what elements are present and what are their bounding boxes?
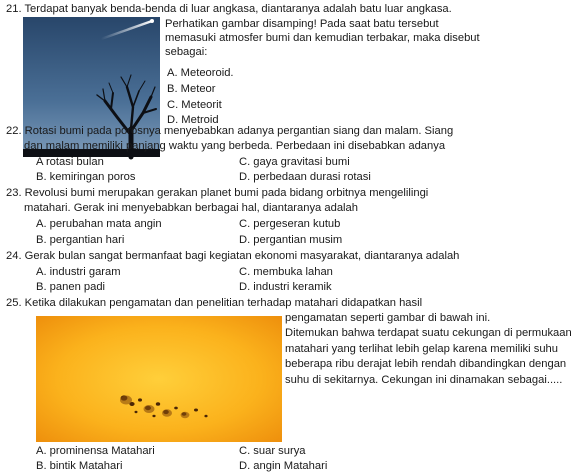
q23-option-d[interactable]: D. pergantian musim bbox=[239, 234, 343, 246]
q22-option-d[interactable]: D. perbedaan durasi rotasi bbox=[239, 171, 371, 183]
q25-para-line-2: Ditemukan bahwa terdapat suatu cekungan di permukaan bbox=[285, 327, 572, 339]
q25-para-line-1: pengamatan seperti gambar di bawah ini. bbox=[285, 312, 491, 324]
q23-option-a[interactable]: A. perubahan mata angin bbox=[36, 218, 162, 230]
q21-stem: 21. Terdapat banyak benda-benda di luar angkasa, diantaranya adalah batu luar angkasa. bbox=[6, 3, 452, 15]
q24-option-d[interactable]: D. industri keramik bbox=[239, 281, 332, 293]
q24-stem-line-1: 24. Gerak bulan sangat bermanfaat bagi kegiatan ekonomi masyarakat, diantaranya adalah bbox=[6, 250, 460, 262]
q24-option-b[interactable]: B. panen padi bbox=[36, 281, 106, 293]
q22-option-b[interactable]: B. kemiringan poros bbox=[36, 171, 136, 183]
q25-para-line-5: suhu di sekitarnya. Cekungan ini dinamakan sebagai..... bbox=[285, 374, 563, 386]
q21-para-line-1: Perhatikan gambar disamping! Pada saat batu tersebut bbox=[165, 18, 439, 30]
sunspot-illustration bbox=[36, 316, 282, 442]
q23-stem-line-2: matahari. Gerak ini menyebabkan berbagai hal, diantaranya adalah bbox=[24, 202, 358, 214]
q22-stem-line-2: dan malam memiliki panjang waktu yang berbeda. Perbedaan ini disebabkan adanya bbox=[24, 140, 446, 152]
sun-photo bbox=[36, 316, 282, 442]
q21-option-d[interactable]: D. Metroid bbox=[167, 114, 219, 126]
q22-stem-line-1: 22. Rotasi bumi pada porosnya menyebabkan adanya pergantian siang dan malam. Siang bbox=[6, 125, 454, 137]
q25-para-line-4: beberapa ribu derajat lebih rendah dibandingkan dengan bbox=[285, 358, 567, 370]
q25-stem: 25. Ketika dilakukan pengamatan dan penelitian terhadap matahari didapatkan hasil bbox=[6, 297, 423, 309]
q25-option-b[interactable]: B. bintik Matahari bbox=[36, 460, 123, 472]
q21-option-b[interactable]: B. Meteor bbox=[167, 83, 216, 95]
q24-option-a[interactable]: A. industri garam bbox=[36, 266, 121, 278]
q24-option-c[interactable]: C. membuka lahan bbox=[239, 266, 333, 278]
q21-option-a[interactable]: A. Meteoroid. bbox=[167, 67, 234, 79]
q21-option-c[interactable]: C. Meteorit bbox=[167, 99, 222, 111]
q23-option-b[interactable]: B. pergantian hari bbox=[36, 234, 125, 246]
q25-option-a[interactable]: A. prominensa Matahari bbox=[36, 445, 155, 457]
q22-option-c[interactable]: C. gaya gravitasi bumi bbox=[239, 156, 350, 168]
q23-option-c[interactable]: C. pergeseran kutub bbox=[239, 218, 341, 230]
q23-stem-line-1: 23. Revolusi bumi merupakan gerakan planet bumi pada bidang orbitnya mengelilingi bbox=[6, 187, 429, 199]
q25-option-c[interactable]: C. suar surya bbox=[239, 445, 306, 457]
q25-para-line-3: matahari yang terlihat lebih gelap karena memiliki suhu bbox=[285, 343, 558, 355]
q21-para-line-3: sebagai: bbox=[165, 46, 208, 58]
q25-option-d[interactable]: D. angin Matahari bbox=[239, 460, 328, 472]
q21-para-line-2: memasuki atmosfer bumi dan kemudian terbakar, maka disebut bbox=[165, 32, 480, 44]
q22-option-a[interactable]: A rotasi bulan bbox=[36, 156, 104, 168]
